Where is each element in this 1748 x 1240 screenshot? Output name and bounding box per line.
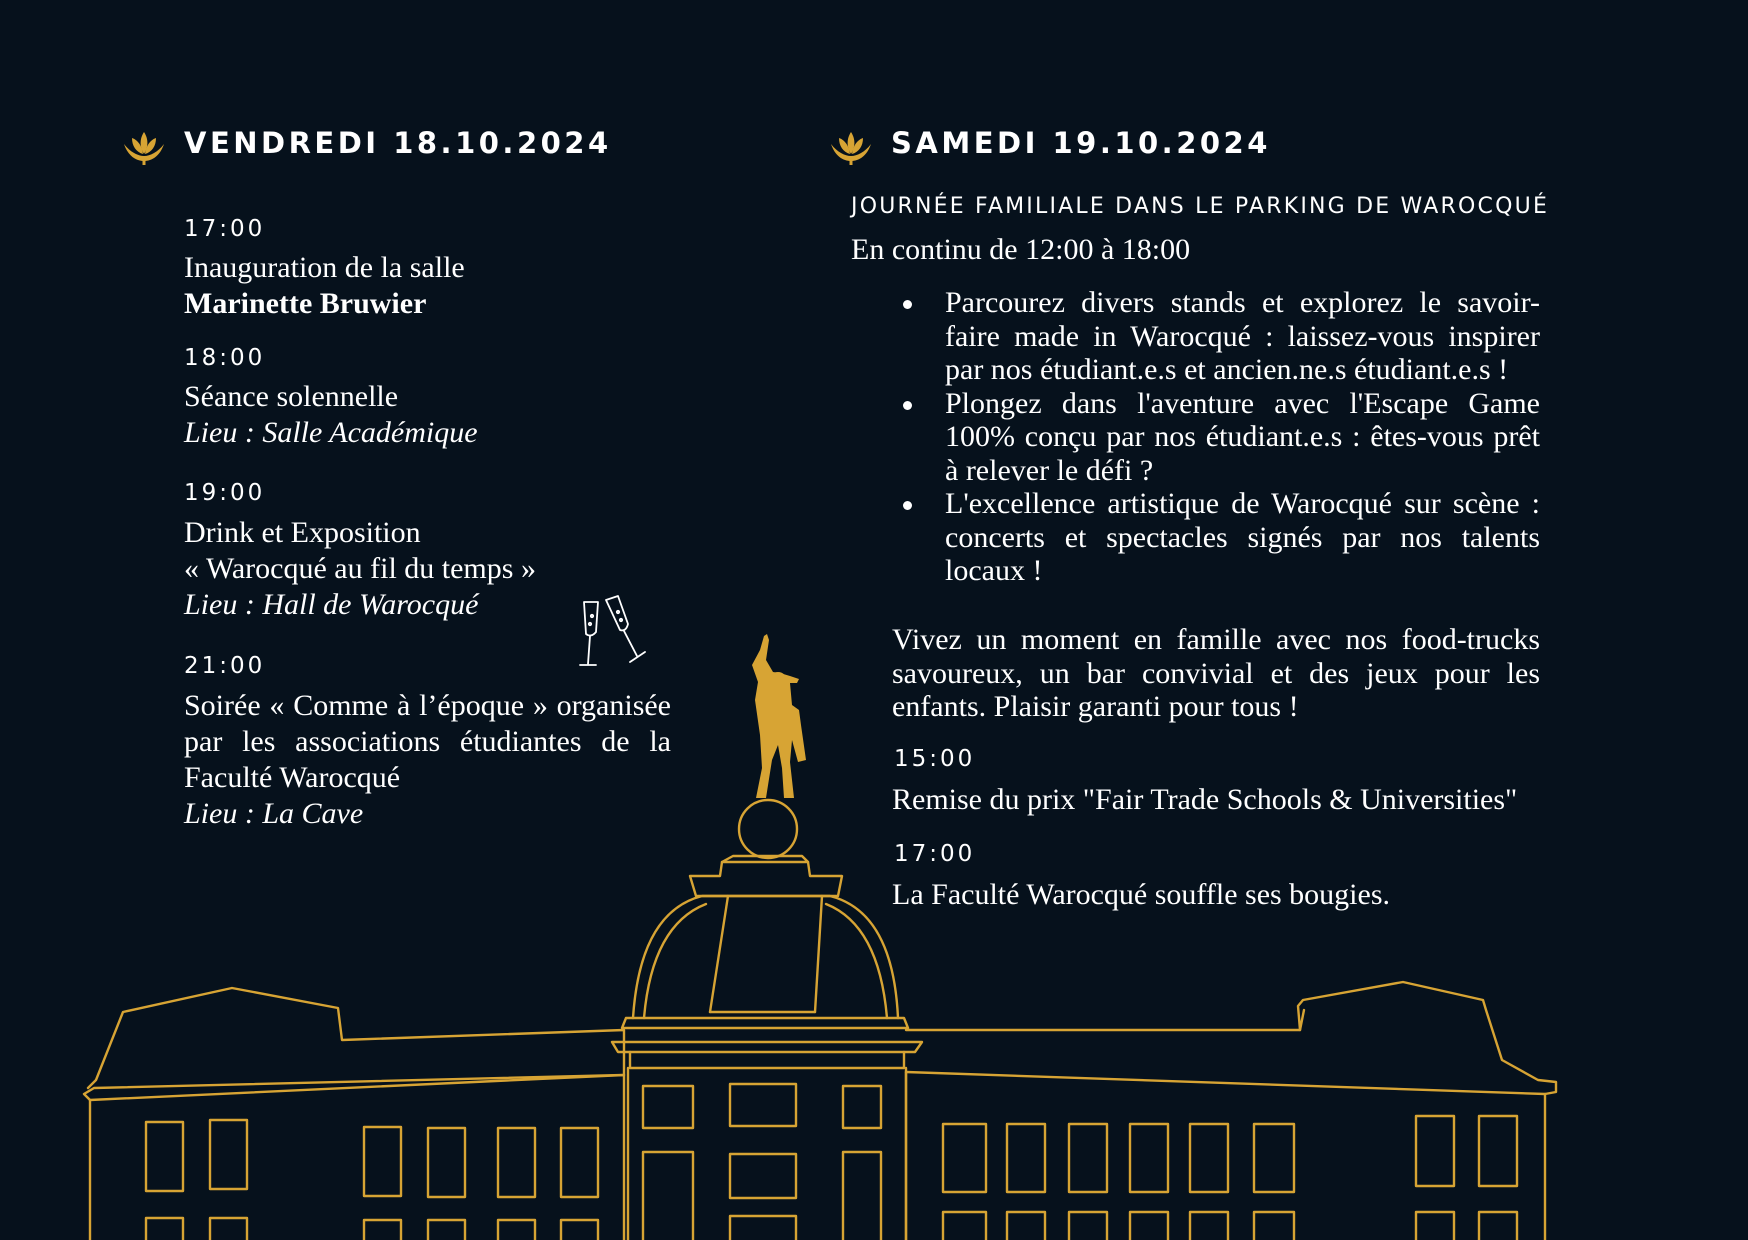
event-title: Drink et Exposition: [184, 516, 421, 549]
event-title: Séance solennelle: [184, 380, 399, 413]
family-day-hours: En continu de 12:00 à 18:00: [851, 233, 1191, 266]
event-subtitle: « Warocqué au fil du temps »: [184, 552, 536, 585]
friday-heading: VENDREDI 18.10.2024: [184, 126, 612, 160]
event-title: Remise du prix "Fair Trade Schools & Universities": [892, 783, 1518, 816]
lotus-icon: [829, 128, 873, 166]
champagne-glasses-icon: [572, 594, 662, 672]
activity-list: [945, 286, 1540, 588]
bullet-icon: [903, 401, 912, 410]
saturday-heading: SAMEDI 19.10.2024: [891, 126, 1271, 160]
bullet-icon: [903, 300, 912, 309]
event-time: 21:00: [184, 653, 266, 679]
statue-figure: [752, 634, 806, 798]
bullet-icon: [903, 501, 912, 510]
event-title: Inauguration de la salle: [184, 251, 465, 284]
event-location: Lieu : Salle Académique: [184, 416, 478, 449]
event-time: 17:00: [894, 841, 976, 867]
list-item: [945, 286, 1540, 387]
family-day-paragraph: Vivez un moment en famille avec nos food-trucks savoureux, un bar convivial et des jeux pour les enfants. Plaisir garanti pour tous !: [892, 623, 1540, 723]
list-item-text: L'excellence artistique de Warocqué sur scène : concerts et spectacles signés par nos talents locaux !: [945, 487, 1540, 587]
list-item-text: Plongez dans l'aventure avec l'Escape Game 100% conçu par nos étudiant.e.s : êtes-vous prêt à relever le défi ?: [945, 386, 1540, 487]
event-description: Soirée « Comme à l’époque » organisée par les associations étudiantes de la Faculté Warocqué: [184, 689, 671, 794]
event-time: 15:00: [894, 746, 976, 772]
list-item: [945, 387, 1540, 488]
list-item-text: Parcourez divers stands et explorez le savoir-faire made in Warocqué : laissez-vous inspirer par nos étudiant.e.s et ancien.ne.s étudiant.e.s !: [945, 286, 1540, 386]
event-title-highlight: Marinette Bruwier: [184, 287, 427, 320]
lotus-icon: [122, 128, 166, 166]
event-time: 18:00: [184, 345, 266, 371]
event-time: 17:00: [184, 216, 266, 242]
family-day-subheading: JOURNÉE FAMILIALE DANS LE PARKING DE WAROCQUÉ: [851, 194, 1550, 219]
event-location: Lieu : Hall de Warocqué: [184, 588, 479, 621]
list-item: [945, 487, 1540, 588]
event-time: 19:00: [184, 480, 266, 506]
event-title: La Faculté Warocqué souffle ses bougies.: [892, 878, 1391, 911]
event-location: Lieu : La Cave: [184, 797, 364, 830]
